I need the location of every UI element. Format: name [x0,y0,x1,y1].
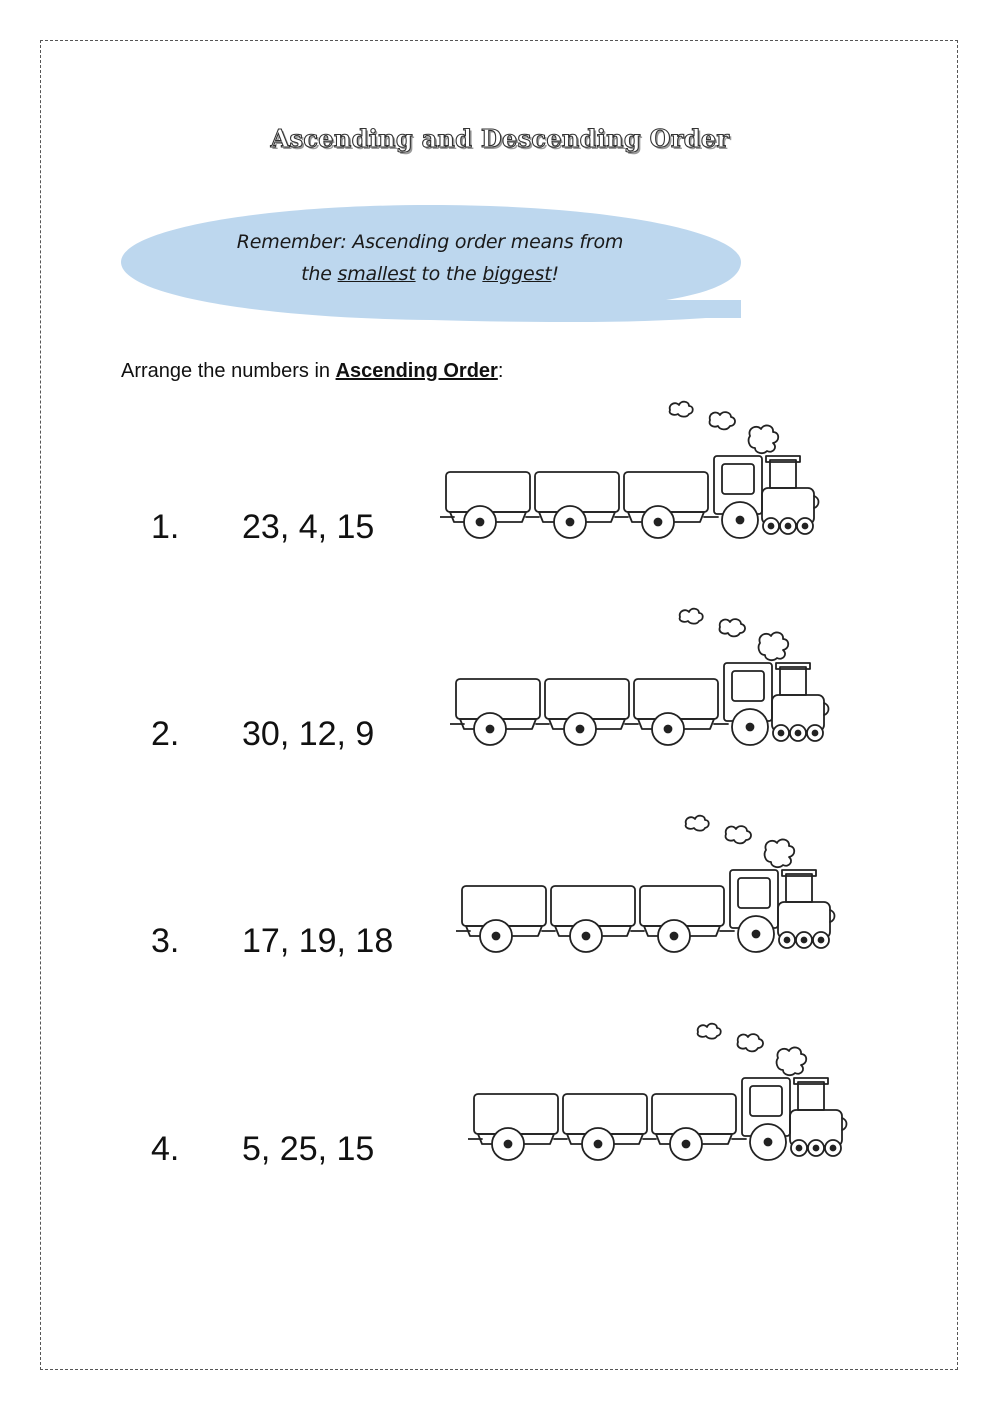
worksheet-title: Ascending and Descending Order [270,124,730,153]
instruction-prefix: Arrange the numbers in [121,360,336,382]
train-drawing [468,1020,848,1170]
train-drawing [440,398,820,548]
question-3-number: 3. [151,922,180,960]
question-3-values: 17, 19, 18 [242,922,394,960]
smallest-word: smallest [337,263,416,285]
instruction [121,360,503,383]
train-icon [456,812,836,962]
question-1-values: 23, 4, 15 [242,508,375,546]
question-2-values: 30, 12, 9 [242,715,375,753]
train-icon [450,605,830,755]
train-icon [468,1020,848,1170]
instruction-emphasis: Ascending Order [335,360,498,382]
train-icon [440,398,820,548]
callout-line-2 [190,258,670,290]
instruction-suffix: : [497,360,504,382]
callout-line-1: Remember: Ascending order means from [236,231,624,253]
callout-line-2-middle: to the [415,263,483,285]
callout-line-2-suffix: ! [551,263,559,285]
callout-text [190,226,670,290]
question-4-number: 4. [151,1130,180,1168]
question-2-number: 2. [151,715,180,753]
question-4-values: 5, 25, 15 [242,1130,375,1168]
train-drawing [450,605,830,755]
train-drawing [456,812,836,962]
biggest-word: biggest [482,263,552,285]
question-1-number: 1. [151,508,180,546]
callout-line-2-prefix: the [301,263,338,285]
